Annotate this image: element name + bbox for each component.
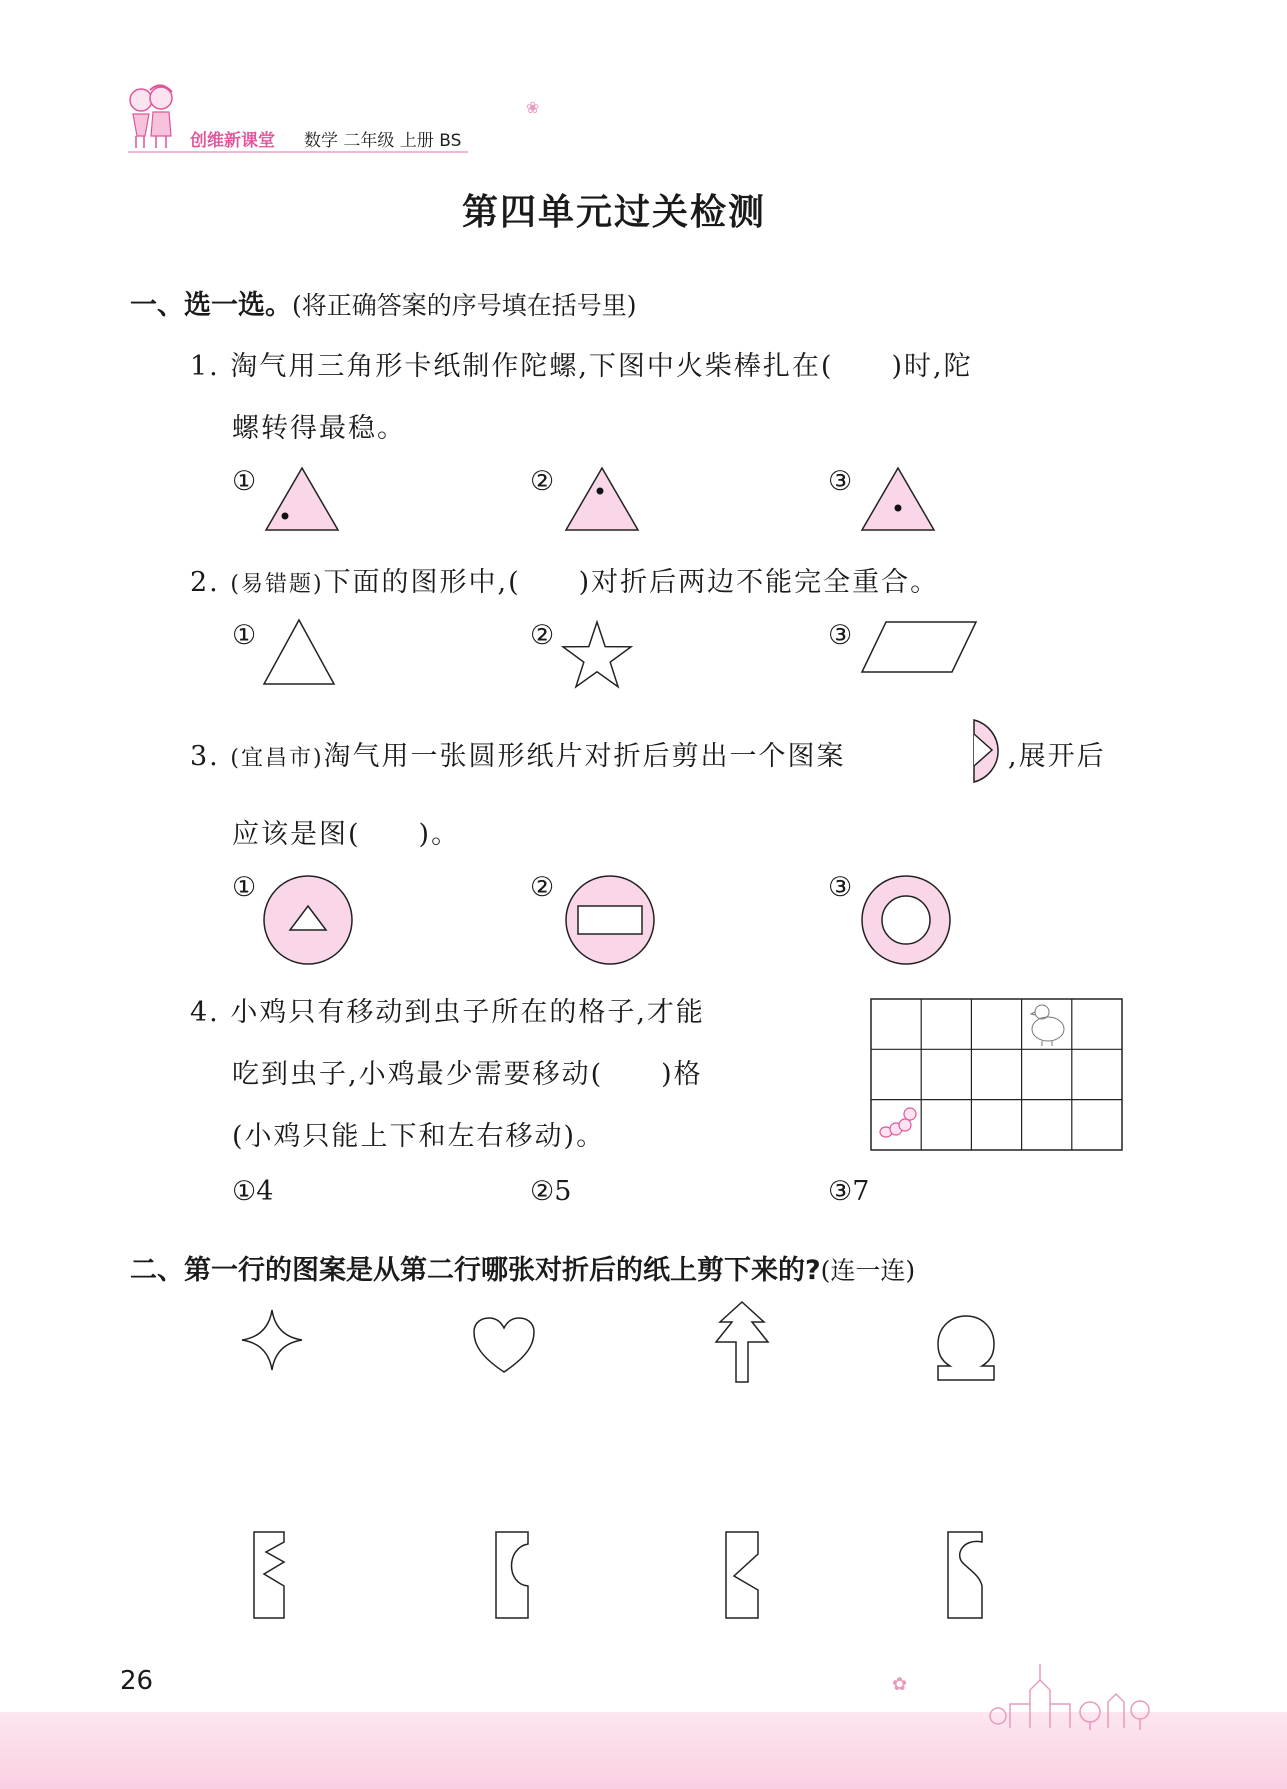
q2-option-1-triangle <box>262 618 336 690</box>
q2-option-2-label: ② <box>530 620 555 651</box>
q3-line2: 应该是图( )。 <box>232 819 461 850</box>
q1-option-3-label: ③ <box>828 466 853 497</box>
pattern-omega <box>936 1314 996 1386</box>
q4-option-1: ①4 <box>232 1176 274 1207</box>
header-divider <box>128 151 468 153</box>
q2-option-3-label: ③ <box>828 620 853 651</box>
q1-line1: 1. 淘气用三角形卡纸制作陀螺,下图中火柴棒扎在( )时,陀 <box>190 351 973 382</box>
page-title: 第四单元过关检测 <box>462 192 767 233</box>
q1-option-1-triangle <box>262 466 342 536</box>
pattern-heart <box>472 1316 536 1378</box>
pattern-four-point-star <box>240 1308 304 1376</box>
q2-option-3-parallelogram <box>860 620 980 678</box>
q3-folded-pattern <box>972 718 1008 788</box>
q3-option-3-ring <box>860 874 952 970</box>
q2-text: 2. (易错题)下面的图形中,( )对折后两边不能完全重合。 <box>190 567 940 598</box>
q3-option-2-label: ② <box>530 872 555 903</box>
folded-paper-2 <box>494 1530 532 1624</box>
header-brand: 创维新课堂 <box>190 131 275 151</box>
q1-option-2-triangle <box>562 466 642 536</box>
q4-line1: 4. 小鸡只有移动到虫子所在的格子,才能 <box>190 997 705 1028</box>
q3-option-1-label: ① <box>232 872 257 903</box>
q4-option-3: ③7 <box>828 1176 870 1207</box>
q3-option-2-circle <box>564 874 656 970</box>
q4-line2: 吃到虫子,小鸡最少需要移动( )格 <box>232 1059 703 1090</box>
q2-option-1-label: ① <box>232 620 257 651</box>
q1-line2: 螺转得最稳。 <box>232 413 406 444</box>
q1-option-3-triangle <box>858 466 938 536</box>
q1-option-2-label: ② <box>530 466 555 497</box>
page-number: 26 <box>120 1666 154 1696</box>
flower-icon: ✿ <box>892 1674 908 1695</box>
folded-paper-3 <box>724 1530 762 1624</box>
butterfly-icon: ❀ <box>526 98 540 117</box>
q1-option-1-label: ① <box>232 466 257 497</box>
section2-heading: 二、第一行的图案是从第二行哪张对折后的纸上剪下来的?(连一连) <box>130 1255 916 1286</box>
folded-paper-1 <box>252 1530 290 1624</box>
q4-grid <box>870 998 1124 1156</box>
section1-heading: 一、选一选。(将正确答案的序号填在括号里) <box>130 290 637 321</box>
q2-option-2-star <box>560 620 634 694</box>
q3-text: 3. (宜昌市)淘气用一张圆形纸片对折后剪出一个图案 <box>190 741 846 772</box>
q4-line3: (小鸡只能上下和左右移动)。 <box>232 1121 606 1152</box>
folded-paper-4 <box>946 1530 986 1624</box>
q3-option-3-label: ③ <box>828 872 853 903</box>
header-mascot <box>124 80 176 156</box>
pattern-tree <box>712 1300 772 1388</box>
q4-option-2: ②5 <box>530 1176 572 1207</box>
header-subject: 数学 二年级 上册 BS <box>304 131 462 151</box>
q3-text-after: ,展开后 <box>1008 741 1106 772</box>
q3-option-1-circle <box>262 874 354 970</box>
castle-decoration <box>990 1650 1170 1734</box>
